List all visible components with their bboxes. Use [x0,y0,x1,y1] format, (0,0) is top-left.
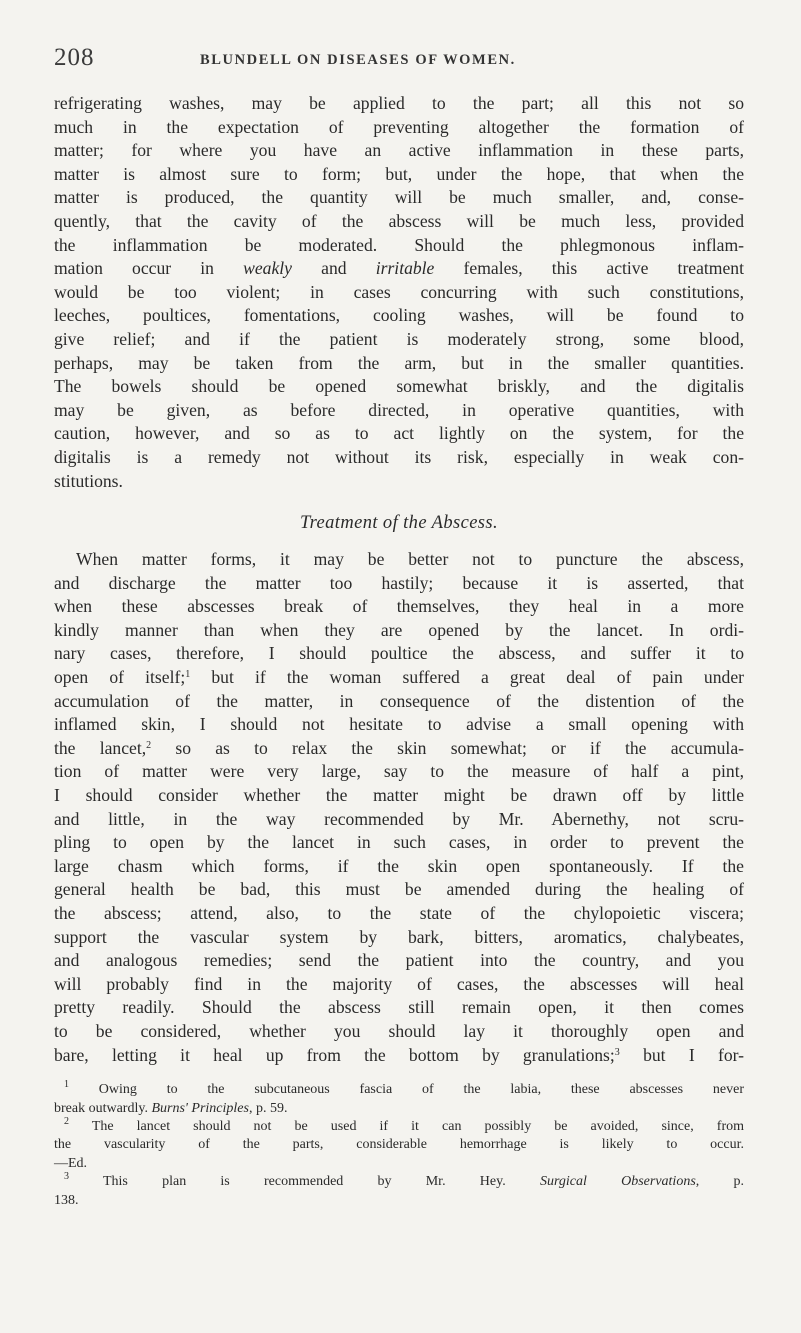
text-line: When matter forms, it may be better not to puncture the abscess, [76,549,744,570]
text-line: the abscess; attend, also, to the state of the chylopoietic viscera; [54,903,744,923]
footnote-number: 2 [64,1115,69,1127]
text-line: refrigerating washes, may be applied to the part; all this not so [54,93,744,113]
text-line: may be given, as before directed, in operative quantities, with [54,399,744,420]
footnote-1-cont [54,1100,744,1118]
footnotes [54,1081,744,1210]
text-run: so as to relax the skin somewhat; or if the accumula- [151,737,744,758]
text-line: perhaps, may be taken from the arm, but in the smaller quantities. [54,352,744,373]
text-line: nary cases, therefore, I should poultice the abscess, and suffer it to [54,643,744,664]
text-line: general health be bad, this must be amended during the healing of [54,879,744,900]
text-run: the lancet, [54,737,147,758]
text-line [54,257,744,281]
text-line: the inflammation be moderated. Should the phlegmonous inflam- [54,234,744,255]
footnote-number: 1 [64,1079,69,1091]
text-line: much in the expectation of preventing altogether the formation of [54,116,744,137]
text-line: will probably find in the majority of cases, the abscesses will heal [54,973,744,994]
text-run: break outwardly. [54,1100,152,1116]
text-line: tion of matter were very large, say to the measure of half a pint, [54,761,744,782]
text-line: and discharge the matter too hastily; because it is asserted, that [54,572,744,593]
text-run: bare, letting it heal up from the bottom by granulations; [54,1044,615,1065]
text-line: large chasm which forms, if the skin open spontaneously. If the [54,855,744,876]
text-run: but I for- [619,1044,744,1065]
book-page [54,44,744,1210]
text-line: caution, however, and so as to act lightly on the system, for the [54,423,744,444]
emphasis-weakly: weakly [243,258,292,279]
text-line: would be too violent; in cases concurring with such constitutions, [54,281,744,302]
running-title: BLUNDELL ON DISEASES OF WOMEN. [200,52,516,68]
text-line: pling to open by the lancet in such cases, in order to prevent the [54,832,744,853]
text-line: accumulation of the matter, in consequence of the distention of the [54,690,744,711]
text-line: matter; for where you have an active inflammation in these parts, [54,140,744,161]
text-line: leeches, poultices, fomentations, cooling washes, will be found to [54,305,744,326]
footnote-number: 3 [64,1171,69,1183]
footnote-2 [54,1115,744,1136]
text-run: , p. 59. [248,1100,288,1116]
page-number: 208 [54,44,95,71]
footnote-3 [54,1173,744,1191]
text-run: and [291,258,376,279]
text-run: The lancet should not be used if it can possibly be avoided, since, from [69,1118,744,1134]
text-line: matter is almost sure to form; but, under the hope, that when the [54,163,744,184]
running-head [54,44,744,74]
footnote-2-editor: —Ed. [54,1155,88,1171]
text-line: and analogous remedies; send the patient into the country, and you [54,950,744,971]
text-line [54,737,744,761]
text-line: matter is produced, the quantity will be much smaller, and, conse- [54,187,744,208]
text-line: pretty readily. Should the abscess still remain open, it then comes [54,997,744,1018]
text-run: , p. [695,1174,744,1190]
text-line [54,1044,744,1068]
text-line: quently, that the cavity of the abscess will be much less, provided [54,210,744,231]
text-run: but if the woman suffered a great deal of pain under [190,667,744,688]
text-line: The bowels should be opened somewhat briskly, and the digitalis [54,376,744,397]
footnote-ref-1: 1 [185,669,191,681]
text-line: when these abscesses break of themselves, they heal in a more [54,596,744,617]
text-line: kindly manner than when they are opened by the lancet. In ordi- [54,619,744,640]
text-line: to be considered, whether you should lay it thoroughly open and [54,1020,744,1041]
citation-title: Burns' Principles [151,1100,249,1116]
text-line: and little, in the way recommended by Mr. Abernethy, not scru- [54,808,744,829]
footnote-3-cont: 138. [54,1192,79,1208]
citation-title: Surgical Observations [539,1174,696,1190]
paragraph-continuation [54,92,744,493]
text-run: mation occur in [54,258,244,279]
text-run: open of itself; [54,667,186,688]
footnote-ref-3: 3 [614,1046,620,1058]
text-line: digitalis is a remedy not without its risk, especially in weak con- [54,446,744,467]
text-line: inflamed skin, I should not hesitate to advise a small opening with [54,714,744,735]
text-run: This plan is recommended by Mr. Hey. [69,1174,540,1190]
footnote-2-cont: the vascularity of the parts, considerable hemorrhage is likely to occur. [54,1137,744,1153]
section-heading: Treatment of the Abscess. [299,513,499,534]
emphasis-irritable: irritable [375,258,435,279]
text-line: support the vascular system by bark, bitters, aromatics, chalybeates, [54,926,744,947]
text-run: females, this active treatment [434,258,744,279]
text-line: I should consider whether the matter might be drawn off by little [54,785,744,806]
text-run: Owing to the subcutaneous fascia of the labia, these abscesses never [69,1082,744,1098]
footnote-ref-2: 2 [146,739,152,751]
text-line: stitutions. [54,470,123,491]
text-line [54,666,744,690]
text-line: give relief; and if the patient is moderately strong, some blood, [54,328,744,349]
paragraph-treatment [54,548,744,1067]
footnote-1 [54,1081,744,1099]
